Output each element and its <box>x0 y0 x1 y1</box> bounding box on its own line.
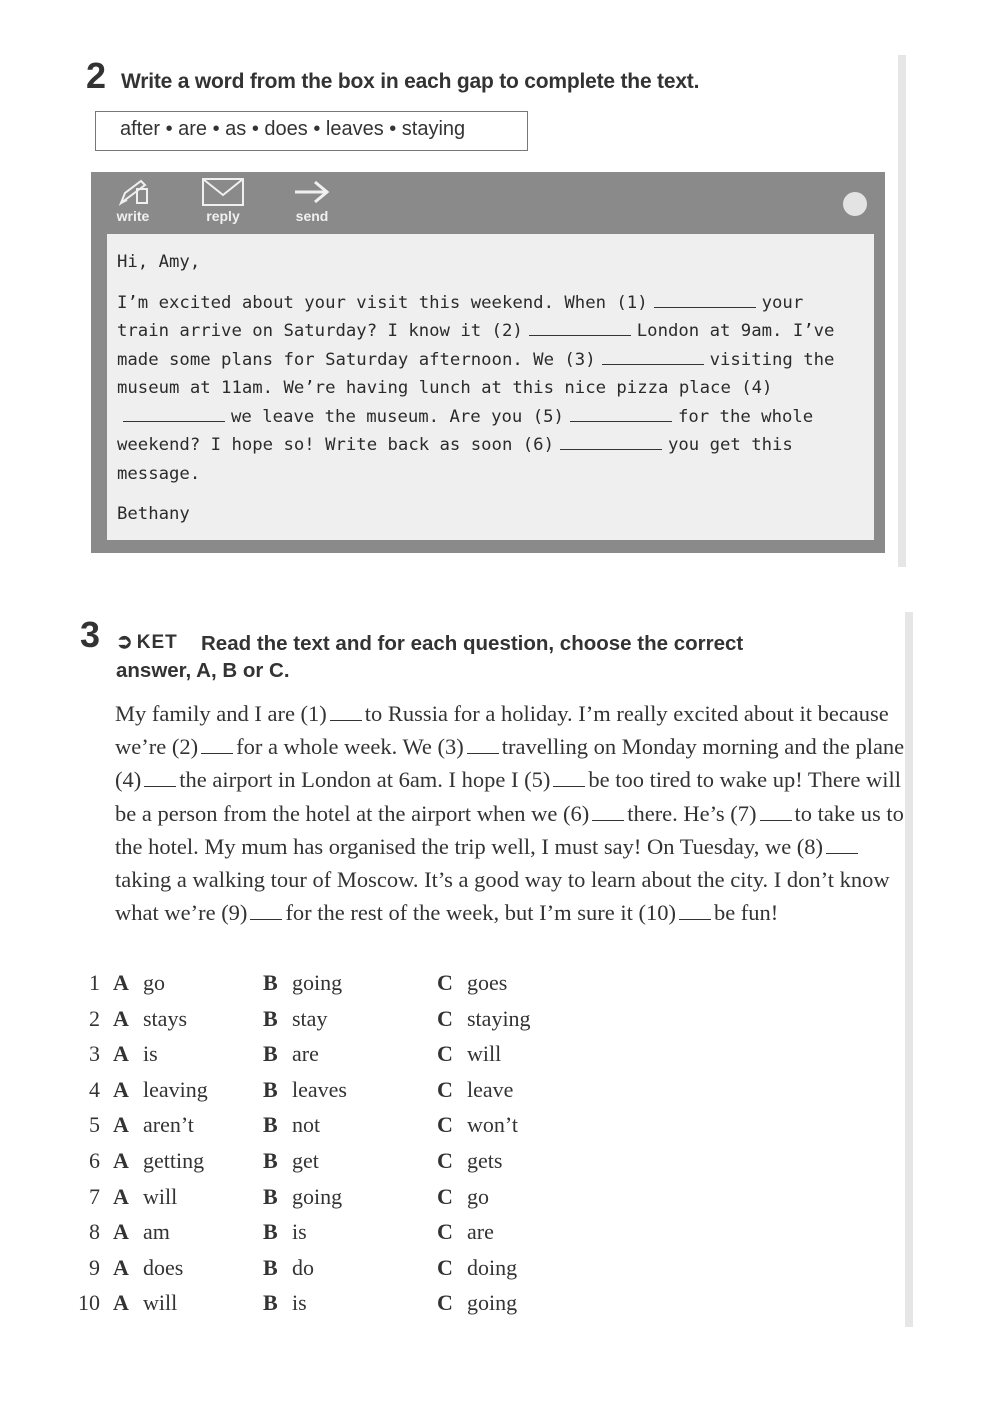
option-a[interactable]: go <box>143 970 165 995</box>
word-box: after • are • as • does • leaves • staying <box>95 111 528 151</box>
option-c[interactable]: leave <box>467 1076 514 1102</box>
question-number: 6 <box>89 1148 100 1173</box>
email-message <box>117 289 864 489</box>
gap-2 <box>201 739 233 754</box>
option-c-label[interactable]: C <box>437 1112 453 1138</box>
story-text: the airport in London at 6am. I hope I (5) <box>179 767 551 793</box>
option-c[interactable]: staying <box>467 1005 531 1031</box>
story-text: be fun! <box>713 900 779 926</box>
email-text: London at 9am. I’ve made some plans for Saturday afternoon. We (3) <box>117 321 835 370</box>
question-number: 5 <box>89 1112 100 1138</box>
option-b-label[interactable]: B <box>263 1076 278 1102</box>
option-c-label[interactable]: C <box>437 1290 453 1316</box>
email-greeting: Hi, Amy, <box>117 252 201 272</box>
option-b[interactable]: is <box>292 1290 307 1316</box>
option-a-label[interactable]: A <box>113 1005 129 1031</box>
option-b[interactable]: stay <box>292 1005 328 1031</box>
option-a-label[interactable]: A <box>113 1148 129 1173</box>
gap-3[interactable] <box>602 348 704 365</box>
write-button[interactable] <box>113 177 153 224</box>
option-b[interactable]: not <box>292 1112 321 1138</box>
option-b-label[interactable]: B <box>263 1290 278 1316</box>
option-c[interactable]: are <box>467 1219 494 1245</box>
email-text: for the whole weekend? I hope so! Write back as soon (6) <box>117 406 814 455</box>
gap-4 <box>144 772 176 787</box>
option-a[interactable]: getting <box>143 1148 205 1173</box>
exercise-3-number: 3 <box>80 614 101 655</box>
story-text: be too tired to wake up! There will be a person from the hotel at the airport when we (6) <box>115 767 902 826</box>
option-a-label[interactable]: A <box>113 1290 129 1316</box>
option-c[interactable]: won’t <box>467 1112 518 1138</box>
story-text: to Russia for a holiday. I’m really excited about it because we’re (2) <box>115 701 889 760</box>
option-a-label[interactable]: A <box>113 1219 129 1245</box>
option-a[interactable]: leaving <box>143 1076 208 1102</box>
arrow-right-icon <box>291 177 333 207</box>
page-edge-shadow <box>898 55 906 567</box>
option-b-label[interactable]: B <box>263 970 278 995</box>
option-b[interactable]: are <box>292 1041 319 1067</box>
gap-5[interactable] <box>570 405 672 422</box>
option-c[interactable]: doing <box>467 1254 518 1280</box>
gap-8 <box>826 839 858 854</box>
email-toolbar <box>91 172 885 228</box>
envelope-icon <box>201 177 245 207</box>
option-b-label[interactable]: B <box>263 1219 278 1245</box>
story-text: there. He’s (7) <box>627 800 757 826</box>
circled-arrow-icon: ➲ <box>116 631 134 653</box>
window-dot-icon <box>843 192 867 216</box>
ket-label: KET <box>136 632 178 653</box>
option-b[interactable]: do <box>292 1254 314 1280</box>
option-c-label[interactable]: C <box>437 1041 453 1067</box>
option-c-label[interactable]: C <box>437 1183 453 1209</box>
question-number: 1 <box>89 970 100 995</box>
gap-2[interactable] <box>529 319 631 336</box>
option-b-label[interactable]: B <box>263 1005 278 1031</box>
story-text: for the rest of the week, but I’m sure it (10) <box>285 900 676 926</box>
option-a-label[interactable]: A <box>113 1254 129 1280</box>
story-text: to take us to the hotel. My mum has organised the trip well, I must say! On Tuesday, we (8) <box>115 800 904 859</box>
story-text: taking a walking tour of Moscow. It’s a good way to learn about the city. I don’t know what we’re (9) <box>115 867 890 926</box>
gap-1 <box>330 706 362 721</box>
write-label: write <box>116 208 150 224</box>
option-a-label[interactable]: A <box>113 1076 129 1102</box>
option-c-label[interactable]: C <box>437 1148 453 1173</box>
story-text: travelling on Monday morning and the plane (4) <box>115 734 905 793</box>
option-a[interactable]: am <box>143 1219 170 1245</box>
option-a-label[interactable]: A <box>113 1041 129 1067</box>
option-a[interactable]: aren’t <box>143 1112 194 1138</box>
exercise-2-number: 2 <box>86 55 107 96</box>
option-b-label[interactable]: B <box>263 1254 278 1280</box>
option-a[interactable]: will <box>143 1183 178 1209</box>
option-c[interactable]: go <box>467 1183 489 1209</box>
email-text: your train arrive on Saturday? I know it (2) <box>117 292 804 341</box>
option-a-label[interactable]: A <box>113 1183 129 1209</box>
option-b[interactable]: get <box>292 1148 319 1173</box>
gap-3 <box>467 739 499 754</box>
gap-4[interactable] <box>123 405 225 422</box>
email-window <box>91 172 885 553</box>
option-a[interactable]: stays <box>143 1005 187 1031</box>
gap-7 <box>760 806 792 821</box>
option-b[interactable]: going <box>292 970 343 995</box>
option-b-label[interactable]: B <box>263 1112 278 1138</box>
email-text: you get this message. <box>117 435 793 484</box>
option-b[interactable]: leaves <box>292 1076 347 1102</box>
option-c-label[interactable]: C <box>437 1005 453 1031</box>
option-a[interactable]: is <box>143 1041 158 1067</box>
option-a-label[interactable]: A <box>113 1112 129 1138</box>
exercise-2-instruction: Write a word from the box in each gap to complete the text. <box>121 70 700 93</box>
send-label: send <box>295 208 329 224</box>
gap-5 <box>553 772 585 787</box>
question-number: 4 <box>89 1076 100 1102</box>
option-a-label[interactable]: A <box>113 970 129 995</box>
question-number: 10 <box>78 1290 100 1316</box>
option-c-label[interactable]: C <box>437 1254 453 1280</box>
option-a[interactable]: will <box>143 1290 178 1316</box>
option-b[interactable]: is <box>292 1219 307 1245</box>
option-b-label[interactable]: B <box>263 1183 278 1209</box>
option-c[interactable]: gets <box>467 1148 503 1173</box>
gap-10 <box>679 905 711 920</box>
question-number: 2 <box>89 1005 100 1031</box>
gap-1[interactable] <box>654 291 756 308</box>
option-b-label[interactable]: B <box>263 1148 278 1173</box>
story-text: My family and I are (1) <box>115 701 327 726</box>
option-a[interactable]: does <box>143 1254 184 1280</box>
option-c-label[interactable]: C <box>437 1219 453 1245</box>
reply-button[interactable] <box>201 177 245 224</box>
reply-label: reply <box>206 208 240 224</box>
email-text: we leave the museum. Are you (5) <box>231 406 564 427</box>
option-b-label[interactable]: B <box>263 1041 278 1067</box>
send-button[interactable] <box>291 177 333 224</box>
exercise-3-instruction: Read the text and for each question, choose the correct answer, A, B or C. <box>116 632 744 682</box>
gap-6[interactable] <box>560 433 662 450</box>
story-text: for a whole week. We (3) <box>236 734 464 760</box>
email-signature: Bethany <box>117 504 190 524</box>
option-c[interactable]: will <box>467 1041 502 1067</box>
email-text: visiting the museum at 11am. We’re having lunch at this nice pizza place (4) <box>117 349 835 398</box>
option-b[interactable]: going <box>292 1183 343 1209</box>
option-c-label[interactable]: C <box>437 1076 453 1102</box>
question-number: 7 <box>89 1183 100 1209</box>
option-c-label[interactable]: C <box>437 970 453 995</box>
gap-6 <box>592 806 624 821</box>
gap-9 <box>250 905 282 920</box>
question-number: 9 <box>89 1254 100 1280</box>
question-number: 3 <box>89 1041 100 1067</box>
pencil-icon <box>113 177 153 207</box>
email-text: I’m excited about your visit this weekend. When (1) <box>117 292 648 313</box>
email-body <box>107 234 874 540</box>
question-number: 8 <box>89 1219 100 1245</box>
option-c[interactable]: going <box>467 1290 518 1316</box>
reading-text <box>115 697 915 929</box>
option-c[interactable]: goes <box>467 970 508 995</box>
